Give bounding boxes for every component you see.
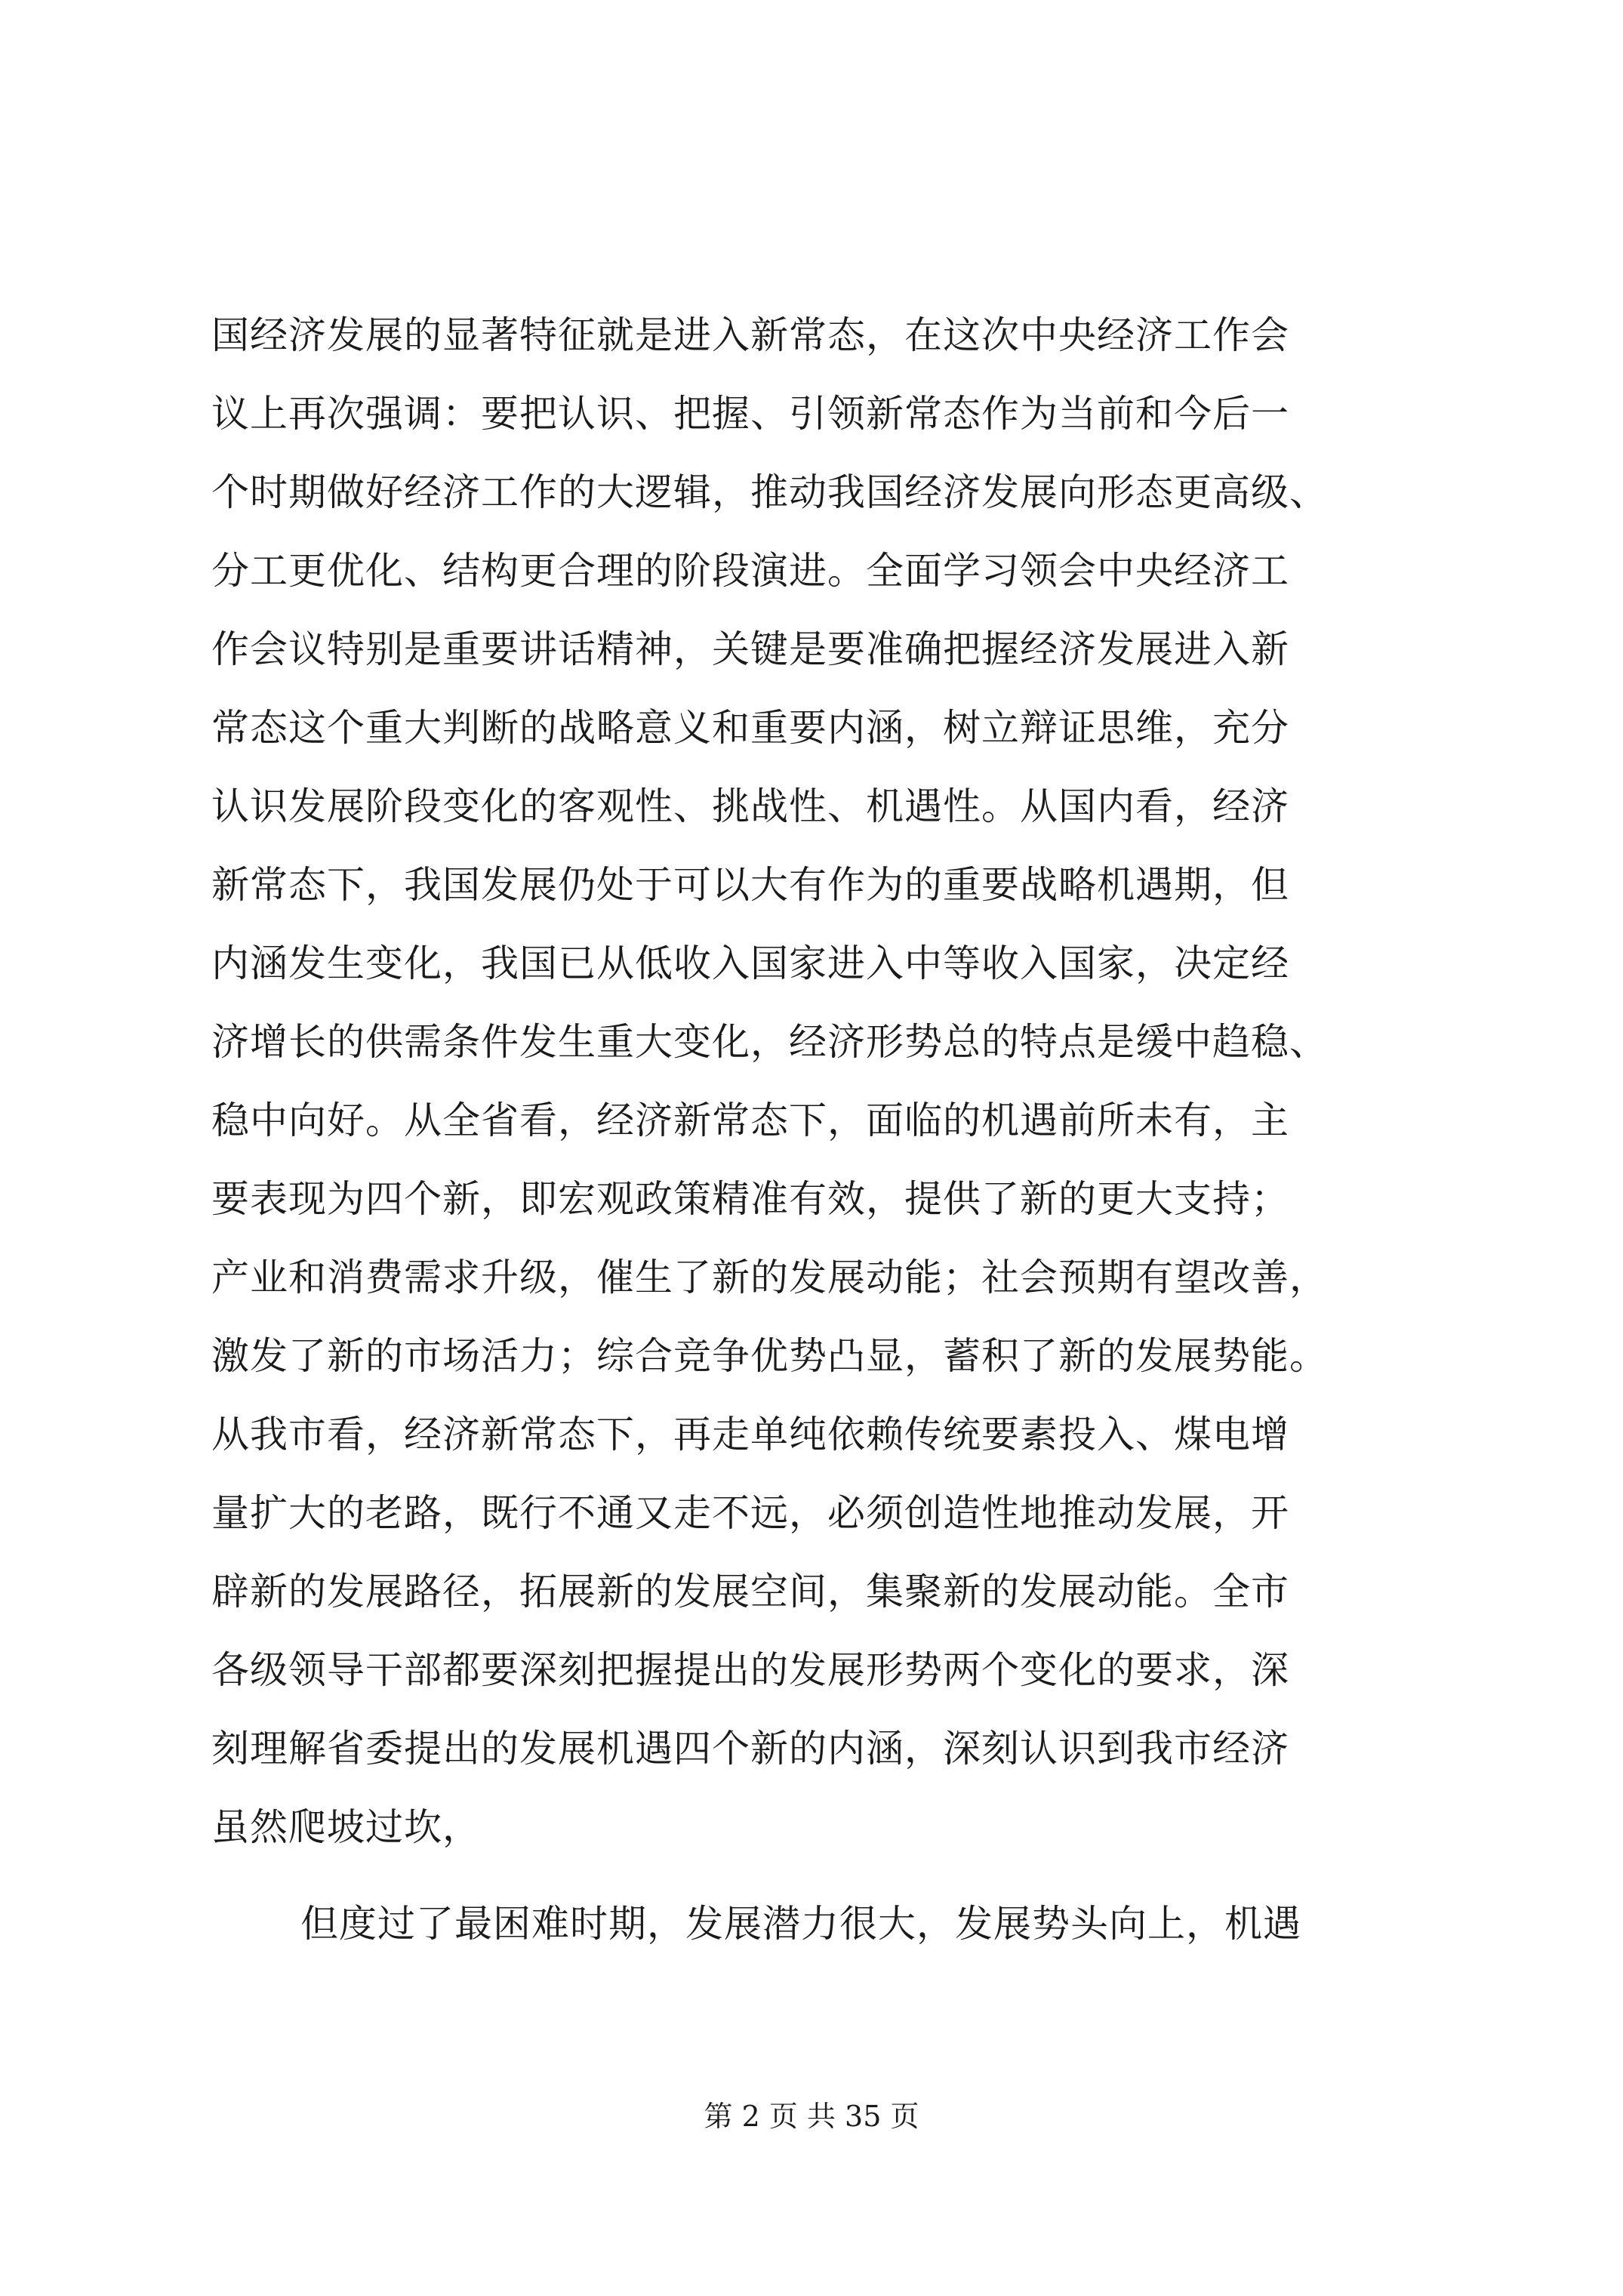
- text-line: 作会议特别是重要讲话精神，关键是要准确把握经济发展进入新: [211, 627, 1289, 671]
- text-line: 刻理解省委提出的发展机遇四个新的内涵，深刻认识到我市经济: [211, 1727, 1289, 1771]
- text-line: 济增长的供需条件发生重大变化，经济形势总的特点是缓中趋稳、: [211, 1020, 1328, 1064]
- text-line: 个时期做好经济工作的大逻辑，推动我国经济发展向形态更高级、: [211, 470, 1328, 514]
- text-line: 常态这个重大判断的战略意义和重要内涵，树立辩证思维，充分: [211, 706, 1289, 750]
- text-line: 量扩大的老路，既行不通又走不远，必须创造性地推动发展，开: [211, 1491, 1289, 1535]
- text-line: 要表现为四个新，即宏观政策精准有效，提供了新的更大支持；: [211, 1177, 1289, 1221]
- page-number-footer: 第 2 页 共 35 页: [704, 2100, 919, 2133]
- text-line: 新常态下，我国发展仍处于可以大有作为的重要战略机遇期，但: [211, 863, 1289, 907]
- text-line: 虽然爬坡过坎，: [211, 1805, 481, 1849]
- text-line: 分工更优化、结构更合理的阶段演进。全面学习领会中央经济工: [211, 549, 1289, 593]
- text-line: 稳中向好。从全省看，经济新常态下，面临的机遇前所未有，主: [211, 1099, 1289, 1142]
- text-line: 议上再次强调：要把认识、把握、引领新常态作为当前和今后一: [211, 392, 1289, 436]
- text-line: 辟新的发展路径，拓展新的发展空间，集聚新的发展动能。全市: [211, 1570, 1289, 1613]
- text-line: 从我市看，经济新常态下，再走单纯依赖传统要素投入、煤电增: [211, 1413, 1289, 1456]
- text-line: 认识发展阶段变化的客观性、挑战性、机遇性。从国内看，经济: [211, 784, 1289, 828]
- text-line: 激发了新的市场活力；综合竞争优势凸显，蓄积了新的发展势能。: [211, 1334, 1328, 1378]
- paragraph-gap: [211, 1866, 1495, 1885]
- text-line: 产业和消费需求升级，催生了新的发展动能；社会预期有望改善，: [211, 1256, 1328, 1299]
- paragraph-2-first-line: 但度过了最困难时期，发展潜力很大，发展势头向上，机遇: [300, 1902, 1301, 1946]
- text-line: 内涵发生变化，我国已从低收入国家进入中等收入国家，决定经: [211, 942, 1289, 985]
- body-text: [211, 296, 1495, 1963]
- text-line: 国经济发展的显著特征就是进入新常态，在这次中央经济工作会: [211, 313, 1289, 357]
- text-line: 各级领导干部都要深刻把握提出的发展形势两个变化的要求，深: [211, 1648, 1289, 1692]
